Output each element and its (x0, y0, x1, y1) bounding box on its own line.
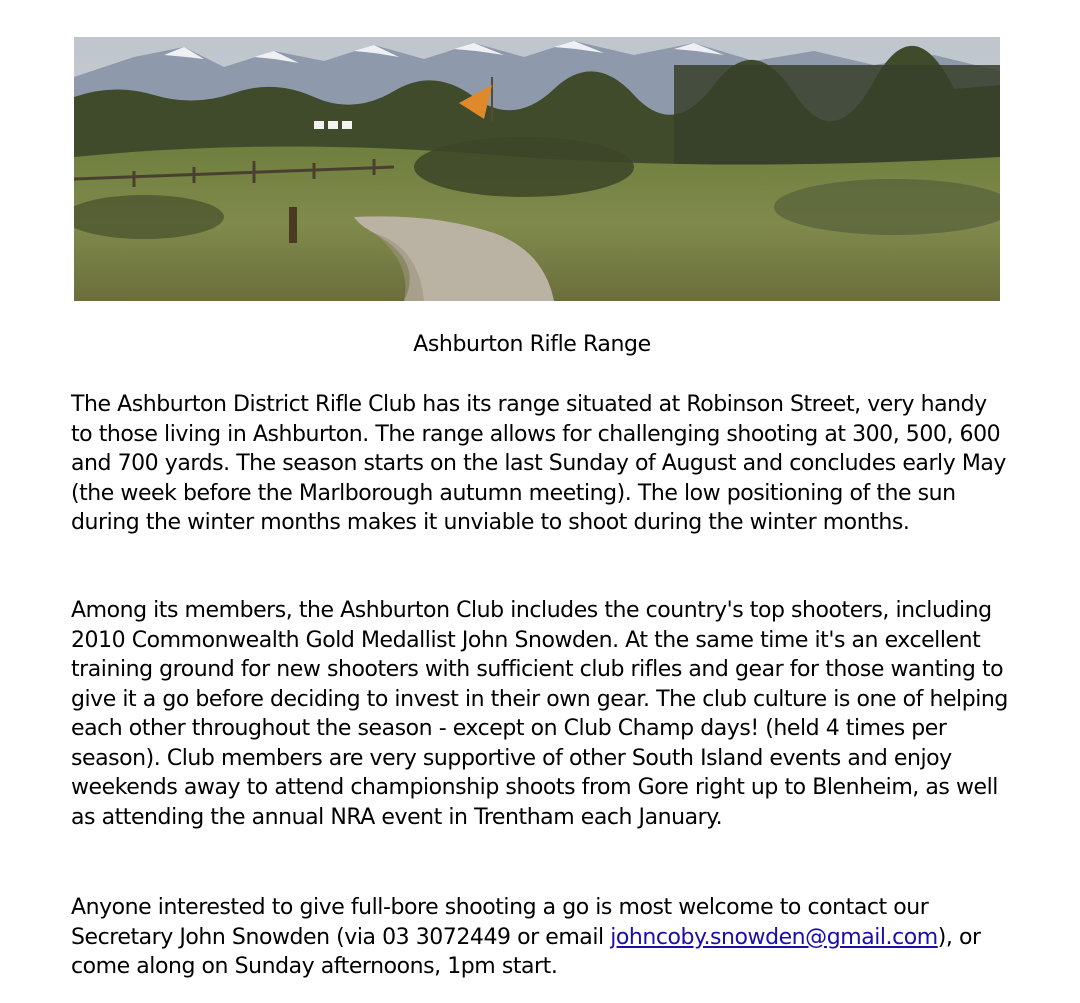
photo-caption: Ashburton Rifle Range (413, 332, 651, 357)
intro-paragraph: The Ashburton District Rifle Club has its range situated at Robinson Street, very handy to those living in Ashburton. The range allows for challenging shooting at 300, 500, 600 and 700 yards. The season starts on the last Sunday of August and concludes early May (the week before the Marlborough autumn meeting). The low positioning of the sun during the winter months makes it unviable to shoot during the winter months. (71, 392, 1006, 535)
target-board-2 (328, 121, 338, 129)
range-landscape-illustration (74, 37, 1000, 301)
target-board-3 (342, 121, 352, 129)
members-paragraph: Among its members, the Ashburton Club includes the country's top shooters, including 2010 Commonwealth Gold Medallist John Snowden. At the same time it's an excellent training ground for new shooters with sufficient club rifles and gear for those wanting to give it a go before deciding to invest in their own gear. The club culture is one of helping each other throughout the season - except on Club Champ days! (held 4 times per season). Club members are very supportive of other South Island events and enjoy weekends away to attend championship shoots from Gore right up to Blenheim, as well as attending the annual NRA event in Trentham each January. (71, 598, 1008, 830)
secretary-email-link[interactable]: johncoby.snowden@gmail.com (610, 924, 938, 950)
contact-text-after: ), or come along on Sunday afternoons, 1pm start. (71, 924, 981, 979)
contact-text-before: Anyone interested to give full-bore shooting a go is most welcome to contact our Secretary John Snowden (via 03 3072449 or email (71, 895, 929, 950)
range-photo (74, 37, 1000, 301)
tall-trees (674, 65, 1000, 175)
target-board-1 (314, 121, 324, 129)
wooden-post (289, 207, 297, 243)
shrub-middle (414, 137, 634, 197)
contact-paragraph (71, 893, 1011, 982)
